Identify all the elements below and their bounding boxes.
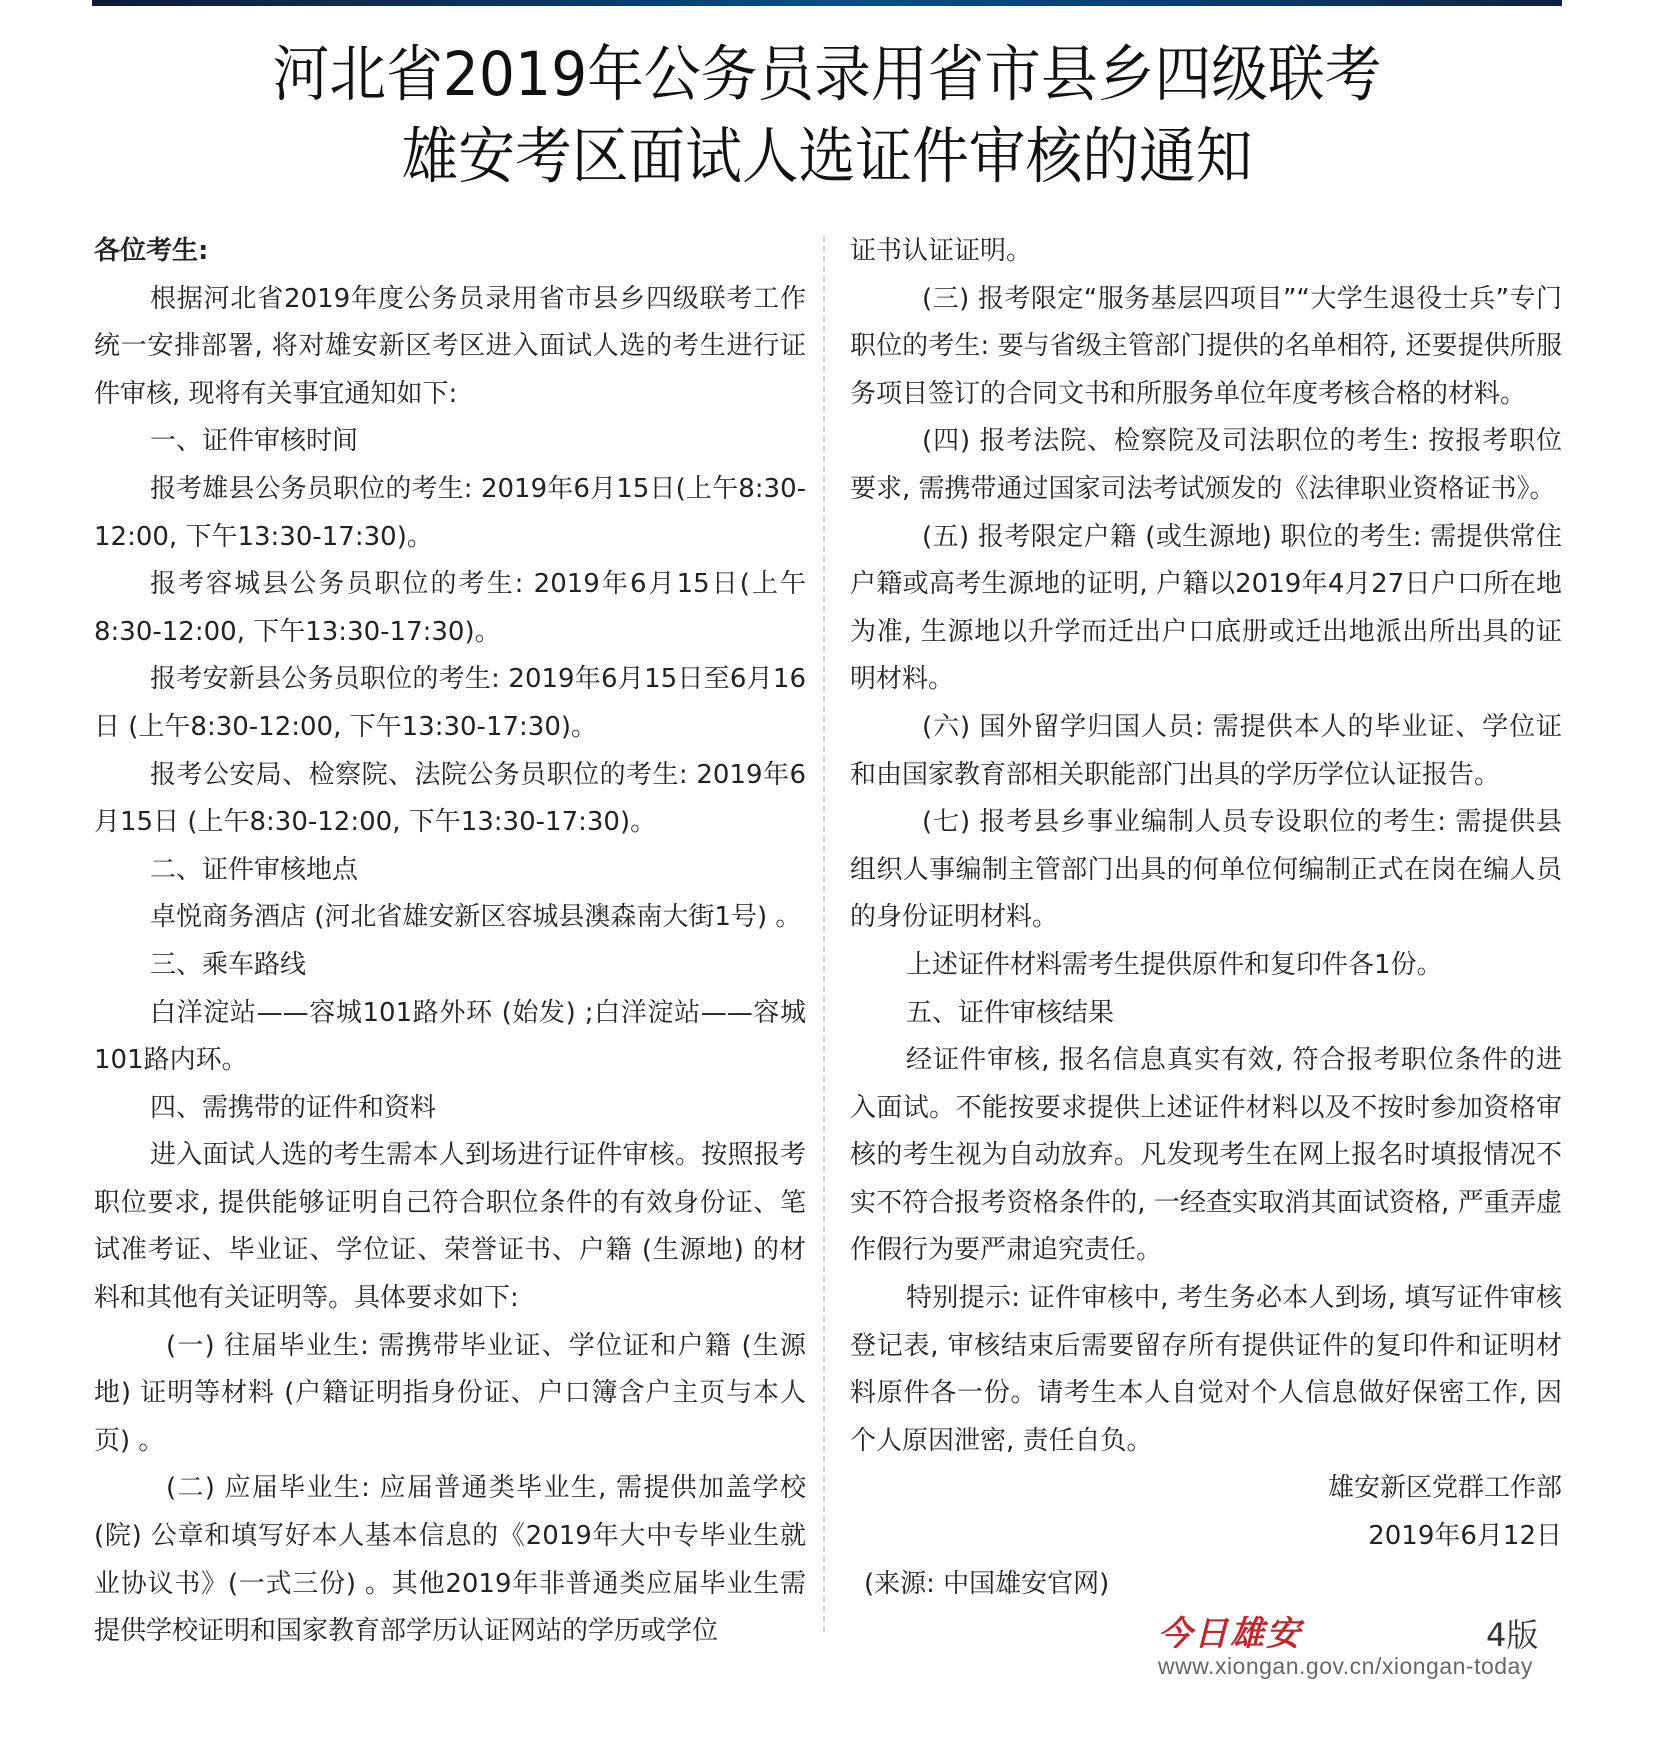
salutation: 各位考生: [94, 236, 209, 266]
header-color-bar [92, 0, 1562, 6]
title-line-1: 河北省2019年公务员录用省市县乡四级联考 [272, 39, 1382, 110]
documents-item-2: (二) 应届毕业生: 应届普通类毕业生, 需提供加盖学校 (院) 公章和填写好本人基本信息的《2019年大中专毕业生就业协议书》(一式三份) 。其他2019年非普通类应届毕业生需提供学校证明和国家教育部学历认证网站的学历或学位 [94, 1473, 806, 1647]
result-paragraph: 经证件审核, 报名信息真实有效, 符合报考职位条件的进入面试。不能按要求提供上述证件材料以及不按时参加资格审核的考生视为自动放弃。凡发现考生在网上报名时填报情况不实不符合报考资格条件的, 一经查实取消其面试资格, 严重弄虚作假行为要严肃追究责任。 [850, 1045, 1562, 1266]
section-heading-location: 二、证件审核地点 [150, 854, 359, 885]
footer-url: www.xiongan.gov.cn/xiongan-today [1158, 1653, 1533, 1679]
section-heading-result: 五、证件审核结果 [906, 997, 1115, 1028]
documents-item-3: (三) 报考限定“服务基层四项目”“大学生退役士兵”专门职位的考生: 要与省级主管部门提供的名单相符, 还要提供所服务项目签订的合同文书和所服务单位年度考核合格的材料。 [850, 283, 1562, 409]
title-line-2: 雄安考区面试人选证件审核的通知 [401, 121, 1253, 192]
section-heading-time: 一、证件审核时间 [150, 426, 359, 457]
page-title [58, 34, 1596, 198]
documents-copies-note: 上述证件材料需考生提供原件和复印件各1份。 [906, 949, 1443, 980]
section-heading-documents: 四、需携带的证件和资料 [150, 1092, 437, 1123]
documents-item-7: (七) 报考县乡事业编制人员专设职位的考生: 需提供县组织人事编制主管部门出具的何单位何编制正式在岗在编人员的身份证明材料。 [850, 807, 1562, 933]
section-heading-bus-route: 三、乘车路线 [150, 949, 307, 980]
documents-general: 进入面试人选的考生需本人到场进行证件审核。按照报考职位要求, 提供能够证明自己符合职位条件的有效身份证、笔试准考证、毕业证、学位证、荣誉证书、户籍 (生源地) 的材料和其他有关证明等。具体要求如下: [94, 1140, 806, 1314]
intro-paragraph: 根据河北省2019年度公务员录用省市县乡四级联考工作统一安排部署, 将对雄安新区考区进入面试人选的考生进行证件审核, 现将有关事宜通知如下: [94, 283, 806, 409]
documents-item-5: (五) 报考限定户籍 (或生源地) 职位的考生: 需提供常住户籍或高考生源地的证明, 户籍以2019年4月27日户口所在地为准, 生源地以升学而迁出户口底册或迁出地派出所出具的证明材料。 [850, 521, 1562, 695]
left-column [94, 228, 806, 1656]
documents-item-2-continued: 证书认证证明。 [850, 236, 1033, 266]
signature-date: 2019年6月12日 [1368, 1521, 1562, 1552]
signature-department: 雄安新区党群工作部 [1327, 1473, 1562, 1504]
right-column [850, 228, 1562, 1608]
page-number: 4版 [1486, 1616, 1539, 1654]
documents-item-4: (四) 报考法院、检察院及司法职位的考生: 按报考职位要求, 需携带通过国家司法考试颁发的《法律职业资格证书》。 [850, 426, 1562, 504]
special-notice: 特别提示: 证件审核中, 考生务必本人到场, 填写证件审核登记表, 审核结束后需要留存所有提供证件的复印件和证明材料原件各一份。请考生本人自觉对个人信息做好保密工作, 因个人原因泄密, 责任自负。 [850, 1283, 1562, 1456]
source-note: (来源: 中国雄安官网) [864, 1568, 1110, 1599]
documents-item-1: (一) 往届毕业生: 需携带毕业证、学位证和户籍 (生源地) 证明等材料 (户籍证明指身份证、户口簿含户主页与本人页) 。 [94, 1330, 806, 1456]
schedule-xiongxian: 报考雄县公务员职位的考生: 2019年6月15日(上午8:30-12:00, 下午13:30-17:30)。 [94, 473, 806, 552]
schedule-rongcheng: 报考容城县公务员职位的考生: 2019年6月15日(上午8:30-12:00, 下午13:30-17:30)。 [94, 569, 806, 647]
documents-item-6: (六) 国外留学归国人员: 需提供本人的毕业证、学位证和由国家教育部相关职能部门出具的学历学位认证报告。 [850, 711, 1562, 790]
column-divider [823, 236, 825, 1632]
schedule-police-courts: 报考公安局、检察院、法院公务员职位的考生: 2019年6月15日 (上午8:30-12:00, 下午13:30-17:30)。 [94, 759, 806, 838]
bus-route: 白洋淀站——容城101路外环 (始发) ;白洋淀站——容城101路内环。 [94, 997, 806, 1076]
xiongan-today-logo: 今日雄安 [1158, 1614, 1302, 1654]
location-address: 卓悦商务酒店 (河北省雄安新区容城县澳森南大街1号) 。 [150, 902, 802, 933]
schedule-anxin: 报考安新县公务员职位的考生: 2019年6月15日至6月16日 (上午8:30-12:00, 下午13:30-17:30)。 [94, 664, 806, 742]
